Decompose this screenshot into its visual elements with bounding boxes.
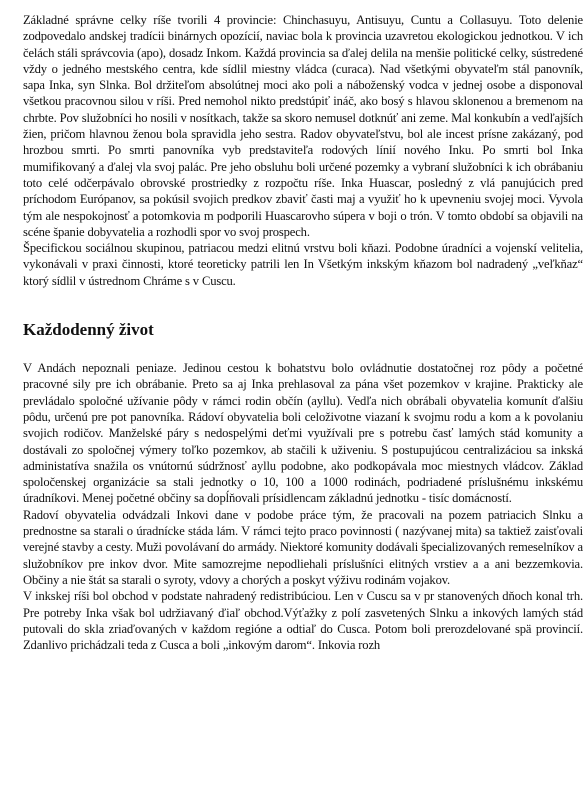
section-heading-daily-life: Každodenný život xyxy=(23,320,154,340)
paragraph-taxes: Radoví obyvatelia odvádzali Inkovi dane v podobe práce tým, že pracovali na pozem patriacich Slnku a prednostne sa starali o úradnícke stáda lám. V rámci tejto praco povinnosti ( nazývanej mita) sa taktiež zaisťovali verejné stavby a cesty. Muži povolávaní do armády. Niektoré komunity dodávali špecializovaných remeselníkov a služobníkov pre inkov dvor. Mite samozrejme nepodliehali príslušníci elitných vrstiev a a ani bezzemkovia. Občiny a nie štát sa starali o syroty, vdovy a chorých a poskyt výživu rodinám vojakov. xyxy=(23,507,583,587)
paragraph-priests: Špecifickou sociálnou skupinou, patriacou medzi elitnú vrstvu boli kňazi. Podobne úradníci a vojenskí velitelia, vykonávali v praxi činnosti, ktoré teoreticky patrili len In Všetkým inkským kňazom bol nadradený „veľkňaz“ ktorý sídlil v ústrednom Chráme s v Cuscu. xyxy=(23,241,583,288)
text-column xyxy=(23,12,583,653)
paragraph-trade: V inkskej ríši bol obchod v podstate nahradený redistribúciou. Len v Cuscu sa v pr stanovených dňoch konal trh. Pre potreby Inka však bol udržiavaný ďiaľ obchod.Výťažky z polí zasvetených Slnku a inkových lamých stád putovali do skla zriaďovaných v každom regióne a odtiaľ do Cusca. Potom boli prerozdelované spä provincií. Zdanlivo prichádzali teda z Cusca a boli „inkovým darom“. Inkovia rozh xyxy=(23,589,583,653)
paragraph-provinces: Základné správne celky ríše tvorili 4 provincie: Chinchasuyu, Antisuyu, Cuntu a Collasuyu. Toto delenie zodpovedalo andskej tradícii binárnych opozícií, naviac bola k provincia uzavretou ekologickou jednotkou. V ich čelách stáli správcovia (apo), dosadz Inkom. Každá provincia sa ďalej delila na menšie politické celky, sústredené vždy o jedného mestského centra, kde sídlil miestny vládca (curaca). Nad všetkými obyvateľm stál panovník, sapa Inka, syn Slnka. Bol držiteľom absolútnej moci ako poli a náboženský vodca v jednej osobe a disponoval všetkou pracovnou silou v ríši. Pred nemohol nikto predstúpiť ináč, ako bosý s hlavou sklonenou a bremenom na chrbte. Pov služobníci ho nosili v nosítkach, takže sa skoro nemusel dotknúť ani zeme. Mal konkubín a vedľajších žien, pričom hlavnou ženou bola spravidla jeho sestra. Radov obyvateľstvu, bol ale incest prísne zakázaný, pod hrozbou smrti. Po smrti panovníka vyb predstaviteľa rodových línií nového Inku. Po smrti bol Inka mumifikovaný a ďalej vla svoj palác. Pre jeho obsluhu boli určené pozemky a vybraní služobníci k ich obrábaniu toto celé odčerpávalo obrovské prostriedky z rozpočtu ríše. Inka Huascar, posledný z vlá panujúcich pred príchodom Európanov, sa pokúsil svojich predkov zbaviť časti maj a využiť ho k upevneniu svojej moci. Vyvola tým ale nespokojnosť a potomkovia m podporili Huascarovho súpera v boji o trón. V tomto období sa objavili na scéne španie dobyvatelia a rozhodli spor vo svoj prospech. xyxy=(23,13,583,239)
paragraph-land: V Andách nepoznali peniaze. Jedinou cestou k bohatstvu bolo ovládnutie dostatočnej roz pôdy a početné pracovné sily pre ich obrábanie. Preto sa aj Inka prehlasoval za pána všet pozemkov v krajine. Prakticky ale prevládalo spoločné užívanie pôdy v rámci rodin občín (ayllu). Vedľa nich obrábali obyvatelia komunít ďalšiu pôdu, určenú pre pot panovníka. Rádoví obyvatelia boli celoživotne viazaní k svojmu rodu a kom a k povolaniu svojich rodičov. Manželské páry s nedospelými deťmi využívali pre s potrebu časť lamých stád komunity a dostávali zo spoločnej výmery toľko pozemkov, ab stačili k uživeniu. S postupujúcou centralizáciou sa inkská administatíva snažila os vnútornú súdržnosť ayllu podobne, ako podkopávala moc miestnych vládcov. Základ spoločenskej organizácie sa stali jednotky o 10, 100 a 1000 rodinách, podriadené príslušnému inkskému úradníkovi. Menej početné občiny sa dopĺňovali prísidlencam základnú jednotku - tisíc domácností. xyxy=(23,361,583,506)
